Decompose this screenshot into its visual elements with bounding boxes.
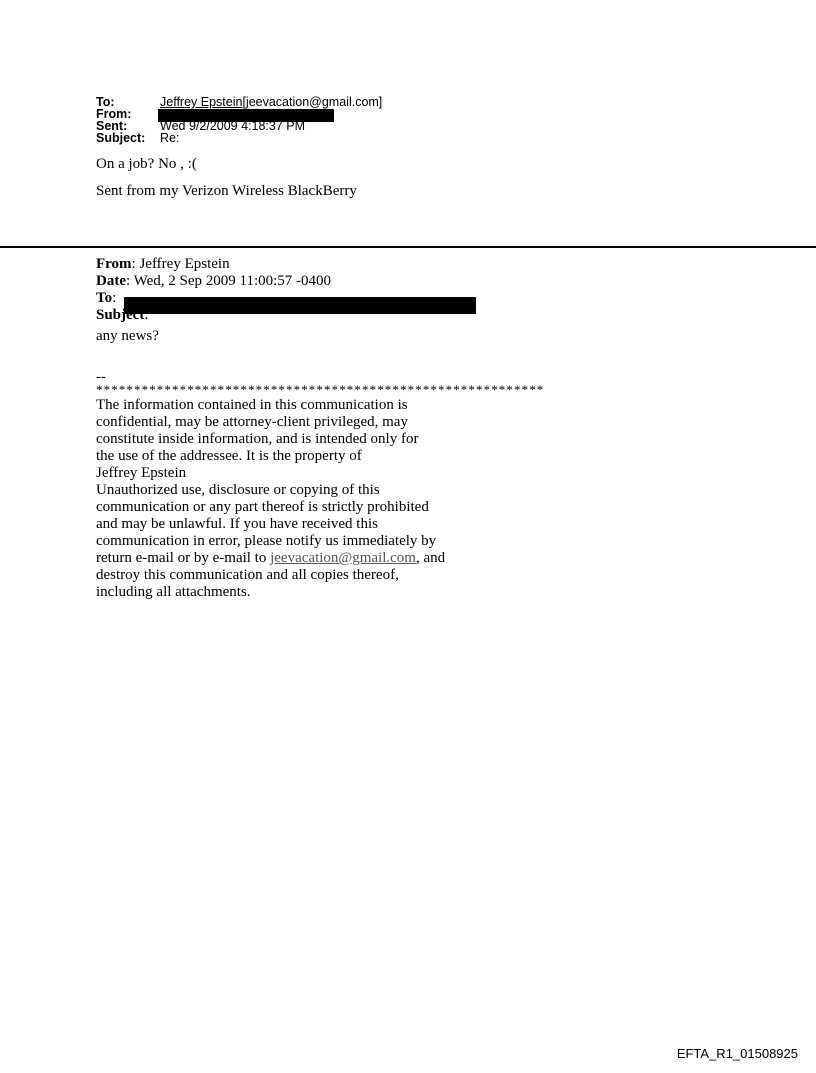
orig-subject <box>96 307 149 324</box>
orig-to-label: To <box>96 290 113 306</box>
orig-body: any news? <box>96 328 159 344</box>
orig-from-value: : Jeffrey Epstein <box>131 256 230 272</box>
disclaimer-line: Jeffrey Epstein <box>96 465 187 481</box>
sig-stars: *********************************************************** <box>96 382 545 397</box>
disclaimer <box>96 397 445 601</box>
disclaimer-line: destroy this communication and all copies thereof, <box>96 567 399 583</box>
reply-signature: Sent from my Verizon Wireless BlackBerry <box>96 183 357 199</box>
orig-from <box>96 256 230 273</box>
header-to <box>96 96 382 108</box>
to-name: Jeffrey Epstein <box>160 95 243 109</box>
redaction <box>124 297 476 314</box>
disclaimer-line: communication or any part thereof is strictly prohibited <box>96 499 429 515</box>
orig-to-value: : <box>112 290 117 306</box>
orig-subject-label: Subject <box>96 307 145 323</box>
orig-date-label: Date <box>96 273 126 289</box>
orig-date-value: : Wed, 2 Sep 2009 11:00:57 -0400 <box>126 273 332 289</box>
disclaimer-line: confidential, may be attorney-client privileged, may <box>96 414 408 430</box>
orig-from-label: From <box>96 256 132 272</box>
disclaimer-text: , and <box>415 550 446 566</box>
orig-subject-value: : <box>144 307 149 323</box>
bates-number: EFTA_R1_01508925 <box>676 1046 798 1061</box>
disclaimer-line: communication in error, please notify us immediately by <box>96 533 437 549</box>
sent-label: Sent: <box>96 119 128 133</box>
subject-label: Subject: <box>96 131 146 145</box>
disclaimer-line <box>96 550 445 567</box>
disclaimer-line: and may be unlawful. If you have received this <box>96 516 378 532</box>
orig-date <box>96 273 331 290</box>
disclaimer-line: the use of the addressee. It is the property of <box>96 448 362 464</box>
from-label: From: <box>96 107 132 121</box>
disclaimer-line: Unauthorized use, disclosure or copying of this <box>96 482 380 498</box>
reply-body: On a job? No , :( <box>96 156 197 172</box>
to-email: [jeevacation@gmail.com] <box>242 95 383 109</box>
disclaimer-line: constitute inside information, and is intended only for <box>96 431 419 447</box>
subject-value: Re: <box>160 131 180 145</box>
disclaimer-line: including all attachments. <box>96 584 251 600</box>
orig-to <box>96 290 116 307</box>
sent-value: Wed 9/2/2009 4:18:37 PM <box>160 119 306 133</box>
sig-dash: -- <box>96 369 106 385</box>
email-link[interactable]: jeevacation@gmail.com <box>270 550 416 566</box>
disclaimer-line: The information contained in this communication is <box>96 397 408 413</box>
divider <box>0 246 816 248</box>
disclaimer-text: return e-mail or by e-mail to <box>96 550 271 566</box>
header-subject <box>96 132 179 144</box>
to-label: To: <box>96 95 115 109</box>
